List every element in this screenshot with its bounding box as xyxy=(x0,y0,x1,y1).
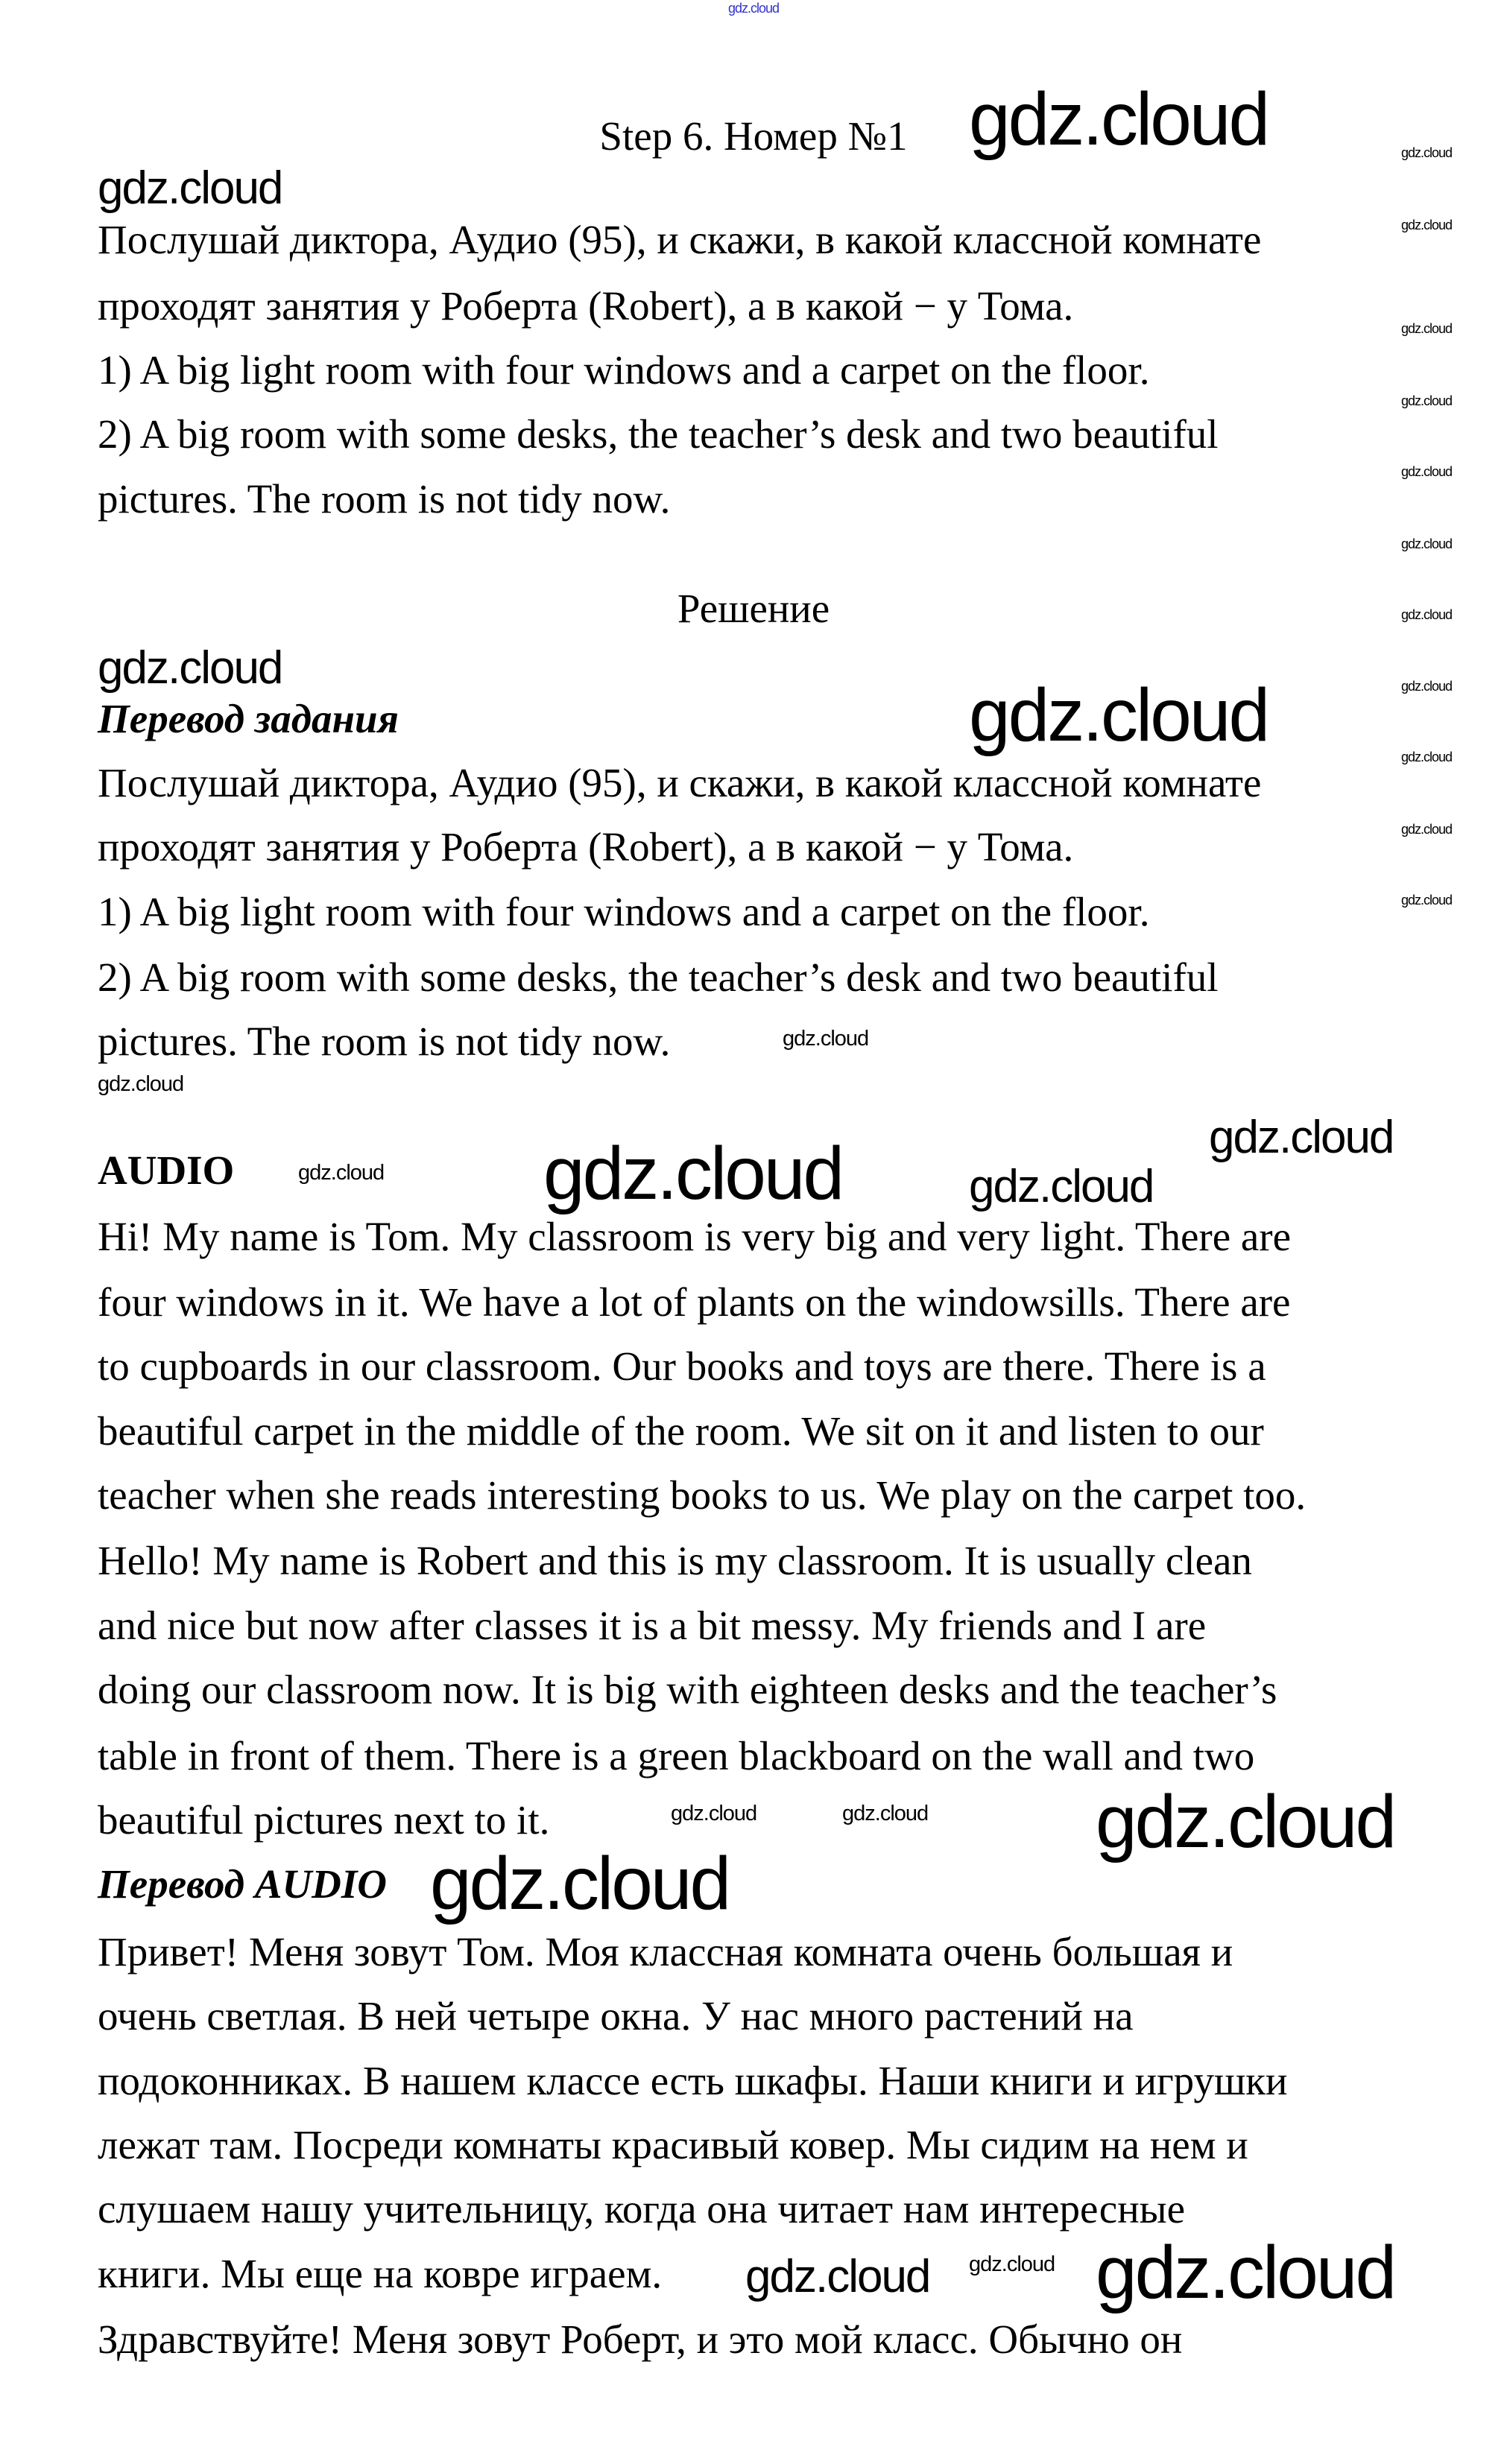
watermark: gdz.cloud xyxy=(842,1802,929,1825)
task-line: 2) A big room with some desks, the teacher’s desk and two beautiful xyxy=(98,411,1219,457)
audio-line: teacher when she reads interesting books to us. We play on the carpet too. xyxy=(98,1472,1307,1518)
solution-heading: Решение xyxy=(677,586,830,631)
watermark: gdz.cloud xyxy=(1401,321,1453,336)
watermark: gdz.cloud xyxy=(969,2252,1055,2276)
task-line: Послушай диктора, Аудио (95), и скажи, в какой классной комнате xyxy=(98,217,1262,262)
watermark: gdz.cloud xyxy=(671,1802,757,1825)
watermark: gdz.cloud xyxy=(1096,2231,1395,2314)
watermark: gdz.cloud xyxy=(430,1842,730,1925)
watermark: gdz.cloud xyxy=(1401,893,1453,908)
translation-line: 1) A big light room with four windows and a carpet on the floor. xyxy=(98,889,1150,934)
audio-line: to cupboards in our classroom. Our books and toys are there. There is a xyxy=(98,1343,1266,1389)
watermark: gdz.cloud xyxy=(783,1027,869,1051)
translation-heading: Перевод задания xyxy=(98,696,399,741)
audio-line: beautiful pictures next to it. xyxy=(98,1797,550,1843)
watermark: gdz.cloud xyxy=(969,1161,1154,1212)
watermark: gdz.cloud xyxy=(1401,679,1453,694)
audio-translation-line: слушаем нашу учительницу, когда она читает нам интересные xyxy=(98,2186,1186,2232)
translation-line: Послушай диктора, Аудио (95), и скажи, в какой классной комнате xyxy=(98,760,1262,805)
audio-translation-line: очень светлая. В ней четыре окна. У нас много растений на xyxy=(98,1993,1134,2039)
watermark: gdz.cloud xyxy=(1401,822,1453,837)
watermark: gdz.cloud xyxy=(1401,393,1453,408)
watermark: gdz.cloud xyxy=(1401,607,1453,622)
audio-line: and nice but now after classes it is a bit messy. My friends and I are xyxy=(98,1603,1207,1648)
audio-translation-line: лежат там. Посреди комнаты красивый ковер. Мы сидим на нем и xyxy=(98,2122,1248,2167)
audio-line: table in front of them. There is a green blackboard on the wall and two xyxy=(98,1733,1255,1779)
watermark: gdz.cloud xyxy=(969,77,1269,161)
watermark: gdz.cloud xyxy=(98,162,282,214)
task-line: 1) A big light room with four windows and a carpet on the floor. xyxy=(98,347,1150,393)
audio-heading: AUDIO xyxy=(98,1147,235,1193)
page-title: Step 6. Номер №1 xyxy=(599,113,908,159)
watermark: gdz.cloud xyxy=(98,1072,184,1096)
watermark-top: gdz.cloud xyxy=(727,1,780,16)
watermark: gdz.cloud xyxy=(1401,750,1453,764)
audio-translation-line: подоконниках. В нашем классе есть шкафы. Наши книги и игрушки xyxy=(98,2058,1288,2103)
audio-line: four windows in it. We have a lot of plants on the windowsills. There are xyxy=(98,1279,1291,1325)
translation-line: 2) A big room with some desks, the teacher’s desk and two beautiful xyxy=(98,954,1219,1000)
watermark: gdz.cloud xyxy=(98,642,282,694)
watermark: gdz.cloud xyxy=(298,1161,385,1185)
audio-line: beautiful carpet in the middle of the room. We sit on it and listen to our xyxy=(98,1408,1264,1454)
watermark: gdz.cloud xyxy=(543,1132,843,1215)
task-line: проходят занятия у Роберта (Robert), а в какой − у Тома. xyxy=(98,283,1074,329)
audio-translation-heading: Перевод AUDIO xyxy=(98,1861,388,1907)
watermark: gdz.cloud xyxy=(969,674,1269,757)
audio-translation-line: Здравствуйте! Меня зовут Роберт, и это мой класс. Обычно он xyxy=(98,2316,1183,2362)
watermark: gdz.cloud xyxy=(1209,1112,1394,1163)
audio-line: Hello! My name is Robert and this is my classroom. It is usually clean xyxy=(98,1538,1252,1583)
audio-line: doing our classroom now. It is big with eighteen desks and the teacher’s xyxy=(98,1667,1277,1712)
watermark: gdz.cloud xyxy=(1401,464,1453,479)
watermark: gdz.cloud xyxy=(1401,536,1453,551)
watermark: gdz.cloud xyxy=(1096,1780,1395,1863)
task-line: pictures. The room is not tidy now. xyxy=(98,476,671,522)
audio-translation-line: книги. Мы еще на ковре играем. xyxy=(98,2251,663,2296)
audio-translation-line: Привет! Меня зовут Том. Моя классная комната очень большая и xyxy=(98,1929,1233,1974)
watermark: gdz.cloud xyxy=(1401,218,1453,232)
translation-line: проходят занятия у Роберта (Robert), а в какой − у Тома. xyxy=(98,824,1074,870)
translation-line: pictures. The room is not tidy now. xyxy=(98,1019,671,1064)
audio-line: Hi! My name is Tom. My classroom is very big and very light. There are xyxy=(98,1214,1292,1259)
watermark: gdz.cloud xyxy=(1401,145,1453,160)
watermark: gdz.cloud xyxy=(745,2251,930,2302)
